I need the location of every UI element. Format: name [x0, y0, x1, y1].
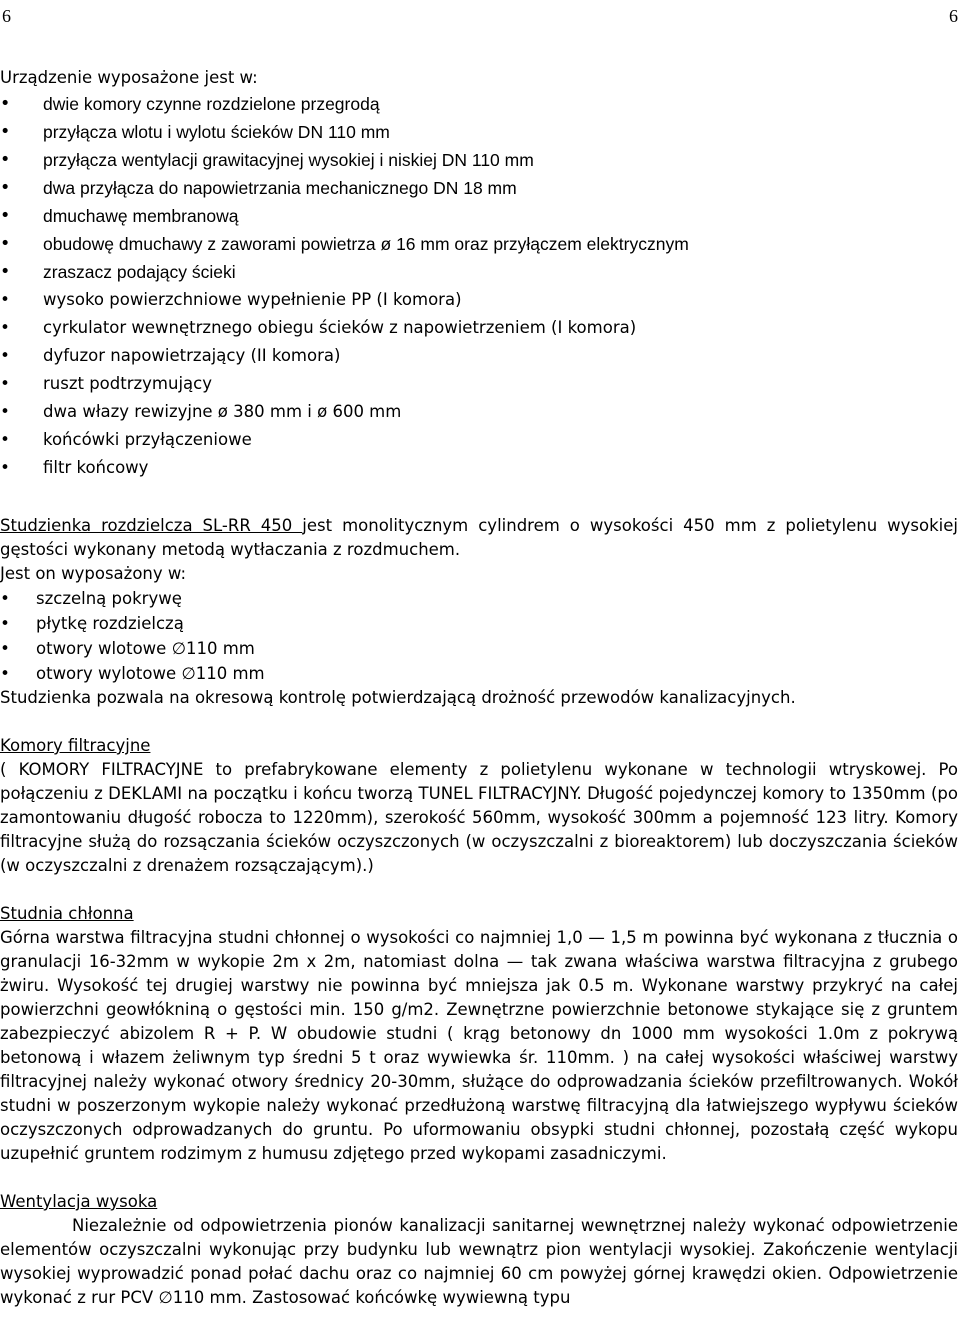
page-number-right: 6 — [949, 6, 958, 26]
document-body — [0, 66, 958, 1310]
well-equipment-list — [0, 586, 958, 686]
device-equipment-list — [0, 90, 958, 482]
list-item: • płytkę rozdzielczą — [0, 611, 958, 636]
list-item: • dyfuzor napowietrzający (II komora) — [0, 342, 958, 370]
list-item: • zraszacz podający ścieki — [0, 258, 958, 286]
bullet-icon: • — [0, 290, 10, 309]
list-item: • końcówki przyłączeniowe — [0, 426, 958, 454]
bullet-icon: • — [0, 94, 11, 114]
bullet-icon: • — [0, 589, 10, 608]
bullet-icon: • — [0, 346, 10, 365]
list-item: • filtr końcowy — [0, 454, 958, 482]
bullet-icon: • — [0, 318, 10, 337]
chambers-paragraph: ( KOMORY FILTRACYJNE to prefabrykowane elementy z polietylenu wykonane w technologii wtryskowej. Po połączeniu z DEKLAMI na początku i końcu tworzą TUNEL FILTRACYJNY. Długość pojedynczej komory to 1350mm (po zamontowaniu długość robocza to 1220mm), szerokość 560mm, wysokość 300mm a pojemność 123 litry. Komory filtracyjne służą do rozsączania ścieków oczyszczonych (w oczyszczalni z bioreaktorem) lub doczyszczania ścieków (w oczyszczalni z drenażem rozsączającym).) — [0, 760, 958, 875]
bullet-icon: • — [0, 178, 11, 198]
absorbing-well-heading: Studnia chłonna — [0, 904, 134, 923]
bullet-icon: • — [0, 458, 10, 477]
list-item: • dmuchawę membranową — [0, 202, 958, 230]
bullet-icon: • — [0, 234, 11, 254]
list-item: • dwa włazy rewizyjne ø 380 mm i ø 600 mm — [0, 398, 958, 426]
bullet-icon: • — [0, 206, 11, 226]
list-item: • dwa przyłącza do napowietrzania mechanicznego DN 18 mm — [0, 174, 958, 202]
list-item: • otwory wylotowe ∅110 mm — [0, 661, 958, 686]
list-item: • obudowę dmuchawy z zaworami powietrza ø 16 mm oraz przyłączem elektrycznym — [0, 230, 958, 258]
well-paragraph — [0, 514, 958, 562]
list-item: • ruszt podtrzymujący — [0, 370, 958, 398]
list-item: • przyłącza wlotu i wylotu ścieków DN 110 mm — [0, 118, 958, 146]
page-number-left: 6 — [2, 6, 11, 26]
bullet-icon: • — [0, 262, 11, 282]
ventilation-paragraph: Niezależnie od odpowietrzenia pionów kanalizacji sanitarnej wewnętrznej należy wykonać odpowietrzenie elementów oczyszczalni wykonując przy budynku lub wewnątrz pion wentylacji wysokiej. Zakończenie wentylacji wysokiej wyprowadzić ponad połać dachu oraz co najmniej 60 cm powyżej górnej krawędzi okien. Odpowietrzenie wykonać z rur PCV ∅110 mm. Zastosować końcówkę wywiewną typu — [0, 1216, 958, 1307]
list-item: • cyrkulator wewnętrznego obiegu ścieków z napowietrzeniem (I komora) — [0, 314, 958, 342]
well-intro: Jest on wyposażony w: — [0, 564, 187, 583]
list-item: • dwie komory czynne rozdzielone przegrodą — [0, 90, 958, 118]
bullet-icon: • — [0, 122, 11, 142]
bullet-icon: • — [0, 614, 10, 633]
bullet-icon: • — [0, 150, 11, 170]
absorbing-well-paragraph: Górna warstwa filtracyjna studni chłonnej o wysokości co najmniej 1,0 — 1,5 m powinna być wykonana z tłucznia o granulacji 16-32mm w wykopie 2m x 2m, natomiast dolna — tak zwana właściwa warstwa filtracyjna z grubego żwiru. Wysokość tej drugiej warstwy nie powinna być mniejsza jak 0.5 m. Wykonane warstwy przykryć na całej powierzchni geowłókniną o gęstości min. 150 g/m2. Zewnętrzne powierzchnie betonowe stykające się z gruntem zabezpieczyć abizolem R + P. W obudowie studni ( krąg betonowy dn 1000 mm wysokości 1.0m z pokrywą betonową i włazem żeliwnym typ średni 5 t oraz wywiewka śr. 110mm. ) na całej wysokości właściwej warstwy filtracyjnej należy wykonać otwory średnicy 20-30mm, służące do odprowadzania ścieków przefiltrowanych. Wokół studni w poszerzonym wykopie należy wykonać przedłużoną warstwę filtracyjną dla łatwiejszego wypływu ścieków oczyszczonych odprowadzanych do gruntu. Po uformowaniu obsypki studni chłonnej, pozostałą część wykopu uzupełnić gruntem rodzimym z humusu zdjętego przed wykopami zasadniczymi. — [0, 928, 958, 1163]
list-item: • szczelną pokrywę — [0, 586, 958, 611]
bullet-icon: • — [0, 402, 10, 421]
list-item: • przyłącza wentylacji grawitacyjnej wysokiej i niskiej DN 110 mm — [0, 146, 958, 174]
chambers-heading: Komory filtracyjne — [0, 736, 151, 755]
bullet-icon: • — [0, 664, 10, 683]
well-description: jest monolitycznym cylindrem o wysokości 450 mm z polietylenu wysokiej gęstości wykonany metodą wytłaczania z rozdmuchem. — [0, 516, 959, 559]
well-closing: Studzienka pozwala na okresową kontrolę potwierdzającą drożność przewodów kanalizacyjnych. — [0, 688, 796, 707]
list-item: • wysoko powierzchniowe wypełnienie PP (I komora) — [0, 286, 958, 314]
bullet-icon: • — [0, 639, 10, 658]
ventilation-heading: Wentylacja wysoka — [0, 1192, 158, 1211]
bullet-icon: • — [0, 430, 10, 449]
bullet-icon: • — [0, 374, 10, 393]
list-item: • otwory wlotowe ∅110 mm — [0, 636, 958, 661]
device-intro: Urządzenie wyposażone jest w: — [0, 68, 258, 87]
well-heading: Studzienka rozdzielcza SL-RR 450 — [0, 516, 303, 535]
